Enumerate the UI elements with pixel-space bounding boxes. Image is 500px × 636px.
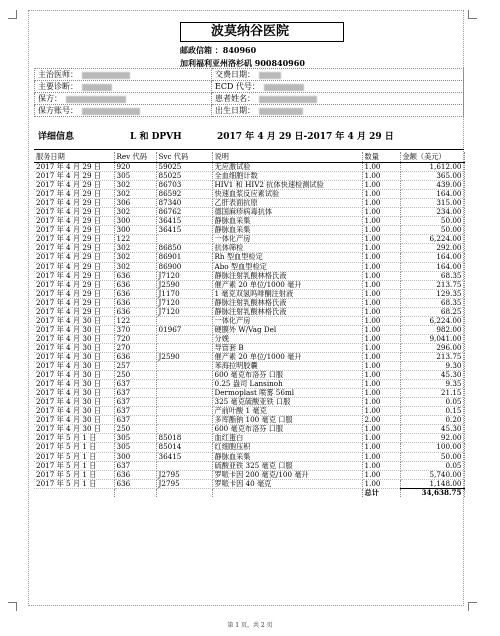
cell-service-date: 2017 年 4 月 29 日 xyxy=(34,271,114,280)
cell-description: 全血细胞计数 xyxy=(212,172,362,181)
cell-amount: 0.05 xyxy=(400,461,464,470)
cell-rev-code: 305 xyxy=(114,172,156,181)
cell-amount: 45.30 xyxy=(400,425,464,434)
cell-rev-code: 636 xyxy=(114,280,156,289)
insurer-account-label: 保方账号： xyxy=(38,106,78,115)
cell-amount: 1,148.00 xyxy=(400,479,464,488)
cell-svc-code: 86900 xyxy=(156,262,212,271)
cell-description: 静脉血采集 xyxy=(212,226,362,235)
cell-rev-code: 300 xyxy=(114,217,156,226)
cell-service-date: 2017 年 4 月 30 日 xyxy=(34,416,114,425)
cell-description: 血红蛋白 xyxy=(212,434,362,443)
cell-svc-code xyxy=(156,389,212,398)
cell-description: 导管套 B xyxy=(212,343,362,352)
cell-service-date: 2017 年 4 月 30 日 xyxy=(34,352,114,361)
cell-quantity: 1.00 xyxy=(362,289,400,298)
cell-svc-code: 01967 xyxy=(156,325,212,334)
cell-svc-code xyxy=(156,407,212,416)
cell-service-date: 2017 年 4 月 29 日 xyxy=(34,190,114,199)
table-row xyxy=(34,362,464,371)
cell-amount: 21.15 xyxy=(400,389,464,398)
cell-amount: 164.00 xyxy=(400,262,464,271)
cell-description: 催产素 20 单位/1000 毫升 xyxy=(212,352,362,361)
table-row xyxy=(34,181,464,190)
cell-description: 静脉注射乳酸林格氏液 xyxy=(212,307,362,316)
cell-amount: 50.00 xyxy=(400,226,464,235)
col-description: 说明 xyxy=(212,152,362,163)
total-row xyxy=(34,488,464,497)
summary-label: 详细信息 xyxy=(38,132,75,142)
redacted-value xyxy=(82,108,140,115)
cell-amount: 9.35 xyxy=(400,380,464,389)
table-row xyxy=(34,199,464,208)
primary-diagnosis-label: 主要诊断： xyxy=(38,82,78,91)
cell-quantity: 1.00 xyxy=(362,235,400,244)
patient-name-label: 患者姓名： xyxy=(215,94,255,103)
table-row xyxy=(34,262,464,271)
cell-service-date: 2017 年 4 月 30 日 xyxy=(34,398,114,407)
cell-svc-code: 36415 xyxy=(156,226,212,235)
table-row xyxy=(34,217,464,226)
cell-rev-code: 636 xyxy=(114,289,156,298)
cell-description: 硬膜外 W/Vag Del xyxy=(212,325,362,334)
cell-description: 1 毫克双氢吗啡酮注射液 xyxy=(212,289,362,298)
table-row xyxy=(34,425,464,434)
cell-rev-code: 306 xyxy=(114,199,156,208)
cell-amount: 164.00 xyxy=(400,190,464,199)
table-header-row xyxy=(34,152,464,163)
cell-service-date: 2017 年 4 月 29 日 xyxy=(34,244,114,253)
cell-description: Abo 型血型检定 xyxy=(212,262,362,271)
cell-rev-code: 300 xyxy=(114,452,156,461)
cell-description: 硫酸亚铁 325 毫克 口服 xyxy=(212,461,362,470)
cell-service-date: 2017 年 4 月 29 日 xyxy=(34,289,114,298)
cell-service-date: 2017 年 4 月 29 日 xyxy=(34,253,114,262)
cell-quantity: 1.00 xyxy=(362,316,400,325)
cell-rev-code: 305 xyxy=(114,443,156,452)
table-row xyxy=(34,307,464,316)
cell-service-date: 2017 年 5 月 1 日 xyxy=(34,443,114,452)
table-row xyxy=(34,334,464,343)
cell-service-date: 2017 年 4 月 29 日 xyxy=(34,181,114,190)
cell-description: 600 毫克布洛芬 口服 xyxy=(212,371,362,380)
cell-service-date: 2017 年 4 月 29 日 xyxy=(34,226,114,235)
cell-quantity: 1.00 xyxy=(362,407,400,416)
cell-quantity: 1.00 xyxy=(362,325,400,334)
cell-svc-code xyxy=(156,235,212,244)
cell-service-date: 2017 年 4 月 29 日 xyxy=(34,163,114,172)
redacted-value xyxy=(259,108,303,115)
cell-description: 一体化产房 xyxy=(212,235,362,244)
cell-quantity: 1.00 xyxy=(362,190,400,199)
cell-service-date: 2017 年 5 月 1 日 xyxy=(34,434,114,443)
cell-description: 静脉血采集 xyxy=(212,217,362,226)
cell-quantity: 1.00 xyxy=(362,208,400,217)
cell-svc-code xyxy=(156,380,212,389)
cell-svc-code: 87340 xyxy=(156,199,212,208)
cell-service-date: 2017 年 5 月 1 日 xyxy=(34,470,114,479)
cell-svc-code: 86703 xyxy=(156,181,212,190)
empty-cell xyxy=(156,488,212,497)
cell-quantity: 1.00 xyxy=(362,298,400,307)
cell-svc-code xyxy=(156,316,212,325)
cell-svc-code xyxy=(156,461,212,470)
cell-service-date: 2017 年 4 月 29 日 xyxy=(34,208,114,217)
cell-quantity: 1.00 xyxy=(362,470,400,479)
cell-amount: 6,224.00 xyxy=(400,316,464,325)
cell-service-date: 2017 年 4 月 29 日 xyxy=(34,172,114,181)
redacted-value xyxy=(259,72,281,79)
cell-amount: 100.00 xyxy=(400,443,464,452)
cell-description: 乙肝表面抗原 xyxy=(212,199,362,208)
cell-amount: 292.00 xyxy=(400,244,464,253)
cell-service-date: 2017 年 4 月 29 日 xyxy=(34,262,114,271)
table-row xyxy=(34,398,464,407)
cell-rev-code: 302 xyxy=(114,262,156,271)
cell-description: 325 毫克硫酸亚铁 口服 xyxy=(212,398,362,407)
table-row xyxy=(34,416,464,425)
empty-cell xyxy=(34,488,114,497)
cell-svc-code: 86901 xyxy=(156,253,212,262)
summary-code: L 和 DPVH xyxy=(130,132,182,142)
cell-svc-code xyxy=(156,416,212,425)
cell-description: 罗哌卡因 200 毫克/100 毫升 xyxy=(212,470,362,479)
table-row xyxy=(34,470,464,479)
cell-rev-code: 920 xyxy=(114,163,156,172)
table-row xyxy=(34,371,464,380)
cell-service-date: 2017 年 4 月 29 日 xyxy=(34,280,114,289)
cell-quantity: 1.00 xyxy=(362,343,400,352)
table-row xyxy=(34,407,464,416)
cell-amount: 68.25 xyxy=(400,307,464,316)
col-rev-code: Rev 代码 xyxy=(114,152,156,163)
cell-description: 多库酯钠 100 毫克 口服 xyxy=(212,416,362,425)
redacted-value xyxy=(264,84,304,91)
cell-rev-code: 720 xyxy=(114,334,156,343)
cell-amount: 92.00 xyxy=(400,434,464,443)
cell-svc-code xyxy=(156,362,212,371)
cell-quantity: 1.00 xyxy=(362,362,400,371)
table-row xyxy=(34,172,464,181)
table-row xyxy=(34,298,464,307)
cell-service-date: 2017 年 4 月 29 日 xyxy=(34,307,114,316)
hospital-name: 波莫纳谷医院 xyxy=(180,22,344,42)
table-row xyxy=(34,280,464,289)
table-row xyxy=(34,443,464,452)
cell-description: 0.25 盎司 Lansinoh xyxy=(212,380,362,389)
cell-amount: 0.05 xyxy=(400,398,464,407)
redacted-value xyxy=(82,84,112,91)
cell-quantity: 1.00 xyxy=(362,172,400,181)
cell-rev-code: 122 xyxy=(114,235,156,244)
cell-quantity: 1.00 xyxy=(362,398,400,407)
cell-rev-code: 637 xyxy=(114,389,156,398)
cell-rev-code: 370 xyxy=(114,325,156,334)
cell-amount: 315.00 xyxy=(400,199,464,208)
cell-description: Dermoplast 喷雾 56ml xyxy=(212,389,362,398)
cell-service-date: 2017 年 4 月 30 日 xyxy=(34,380,114,389)
cell-service-date: 2017 年 4 月 30 日 xyxy=(34,362,114,371)
cell-quantity: 1.00 xyxy=(362,461,400,470)
cell-quantity: 1.00 xyxy=(362,425,400,434)
cell-service-date: 2017 年 4 月 29 日 xyxy=(34,235,114,244)
table-row xyxy=(34,461,464,470)
table-row xyxy=(34,479,464,488)
empty-cell xyxy=(114,488,156,497)
table-row xyxy=(34,226,464,235)
city-line: 加利福利亚州洛杉矶 900840960 xyxy=(180,58,305,68)
cell-rev-code: 250 xyxy=(114,425,156,434)
cell-rev-code: 637 xyxy=(114,407,156,416)
cell-rev-code: 636 xyxy=(114,271,156,280)
cell-svc-code: 86762 xyxy=(156,208,212,217)
table-row xyxy=(34,452,464,461)
cell-quantity: 1.00 xyxy=(362,371,400,380)
cell-quantity: 2.00 xyxy=(362,416,400,425)
cell-quantity: 1.00 xyxy=(362,244,400,253)
cell-service-date: 2017 年 4 月 29 日 xyxy=(34,199,114,208)
attending-physician-label: 主治医师： xyxy=(38,70,78,79)
birth-date-label: 出生日期： xyxy=(215,106,255,115)
cell-amount: 9.30 xyxy=(400,362,464,371)
cell-quantity: 1.00 xyxy=(362,307,400,316)
cell-amount: 365.00 xyxy=(400,172,464,181)
cell-svc-code xyxy=(156,343,212,352)
cell-amount: 50.00 xyxy=(400,452,464,461)
cell-rev-code: 637 xyxy=(114,380,156,389)
cell-svc-code xyxy=(156,398,212,407)
total-amount: 34,638.75 xyxy=(400,488,464,497)
cell-quantity: 1.00 xyxy=(362,434,400,443)
cell-rev-code: 302 xyxy=(114,244,156,253)
cell-svc-code: 36415 xyxy=(156,217,212,226)
charges-table xyxy=(34,152,465,497)
cell-amount: 0.20 xyxy=(400,416,464,425)
insurer-label: 保方： xyxy=(38,94,62,103)
cell-quantity: 1.00 xyxy=(362,389,400,398)
cell-rev-code: 270 xyxy=(114,343,156,352)
redacted-value xyxy=(82,72,130,79)
cell-quantity: 1.00 xyxy=(362,380,400,389)
cell-rev-code: 302 xyxy=(114,181,156,190)
table-row xyxy=(34,325,464,334)
cell-svc-code: J7120 xyxy=(156,271,212,280)
cell-svc-code: J2590 xyxy=(156,280,212,289)
divider xyxy=(34,149,464,150)
cell-description: 600 毫克布洛芬 口服 xyxy=(212,425,362,434)
cell-rev-code: 300 xyxy=(114,226,156,235)
cell-amount: 0.15 xyxy=(400,407,464,416)
total-label: 总计 xyxy=(362,488,400,497)
cell-description: 分娩 xyxy=(212,334,362,343)
patient-info-table xyxy=(34,68,464,117)
cell-svc-code: 86592 xyxy=(156,190,212,199)
table-row xyxy=(34,244,464,253)
col-amount: 金额（美元） xyxy=(400,152,464,163)
cell-description: 苯海拉明胶囊 xyxy=(212,362,362,371)
cell-description: 快速血浆反应素试验 xyxy=(212,190,362,199)
cell-rev-code: 636 xyxy=(114,298,156,307)
col-svc-code: Svc 代码 xyxy=(156,152,212,163)
cell-rev-code: 302 xyxy=(114,208,156,217)
cell-amount: 213.75 xyxy=(400,352,464,361)
cell-service-date: 2017 年 4 月 30 日 xyxy=(34,316,114,325)
address-line: 邮政信箱 ：840960 xyxy=(180,45,257,55)
cell-rev-code: 250 xyxy=(114,371,156,380)
cell-description: 静脉注射乳酸林格氏液 xyxy=(212,271,362,280)
summary-range: 2017 年 4 月 29 日-2017 年 4 月 29 日 xyxy=(217,132,394,142)
cell-rev-code: 302 xyxy=(114,190,156,199)
cell-amount: 164.00 xyxy=(400,253,464,262)
cell-rev-code: 636 xyxy=(114,307,156,316)
cell-service-date: 2017 年 4 月 29 日 xyxy=(34,298,114,307)
table-row xyxy=(34,163,464,172)
cell-service-date: 2017 年 5 月 1 日 xyxy=(34,452,114,461)
cell-quantity: 1.00 xyxy=(362,262,400,271)
col-quantity: 数量 xyxy=(362,152,400,163)
cell-service-date: 2017 年 4 月 30 日 xyxy=(34,334,114,343)
table-row xyxy=(34,389,464,398)
cell-quantity: 1.00 xyxy=(362,479,400,488)
cell-description: HIV1 和 HIV2 抗体快速检测试验 xyxy=(212,181,362,190)
billing-date-label: 交费日期： xyxy=(215,70,255,79)
cell-svc-code: 59025 xyxy=(156,163,212,172)
table-row xyxy=(34,235,464,244)
cell-amount: 129.35 xyxy=(400,289,464,298)
cell-service-date: 2017 年 5 月 1 日 xyxy=(34,479,114,488)
cell-quantity: 1.00 xyxy=(362,280,400,289)
cell-amount: 439.00 xyxy=(400,181,464,190)
cell-quantity: 1.00 xyxy=(362,443,400,452)
cell-rev-code: 305 xyxy=(114,434,156,443)
cell-svc-code: J7120 xyxy=(156,298,212,307)
cell-quantity: 1.00 xyxy=(362,452,400,461)
cell-quantity: 1.00 xyxy=(362,217,400,226)
cell-service-date: 2017 年 4 月 30 日 xyxy=(34,389,114,398)
cell-svc-code xyxy=(156,371,212,380)
table-row xyxy=(34,380,464,389)
cell-service-date: 2017 年 4 月 30 日 xyxy=(34,325,114,334)
cell-description: 催产素 20 单位/1000 毫升 xyxy=(212,280,362,289)
table-row xyxy=(34,289,464,298)
cell-svc-code xyxy=(156,334,212,343)
crop-mark xyxy=(8,10,17,19)
cell-rev-code: 637 xyxy=(114,416,156,425)
cell-quantity: 1.00 xyxy=(362,271,400,280)
cell-service-date: 2017 年 5 月 1 日 xyxy=(34,461,114,470)
cell-rev-code: 257 xyxy=(114,362,156,371)
redacted-value xyxy=(259,96,317,103)
cell-description: 罗哌卡因 40 毫克 xyxy=(212,479,362,488)
cell-amount: 296.00 xyxy=(400,343,464,352)
cell-amount: 45.30 xyxy=(400,371,464,380)
cell-svc-code: J2795 xyxy=(156,470,212,479)
col-service-date: 服务日期 xyxy=(34,152,114,163)
cell-rev-code: 637 xyxy=(114,398,156,407)
cell-svc-code: J2590 xyxy=(156,352,212,361)
cell-description: Rh 型血型检定 xyxy=(212,253,362,262)
cell-amount: 6,224.00 xyxy=(400,235,464,244)
cell-amount: 982.00 xyxy=(400,325,464,334)
cell-rev-code: 636 xyxy=(114,470,156,479)
cell-quantity: 1.00 xyxy=(362,352,400,361)
cell-description: 德国麻疹病毒抗体 xyxy=(212,208,362,217)
cell-description: 静脉注射乳酸林格氏液 xyxy=(212,298,362,307)
cell-quantity: 1.00 xyxy=(362,253,400,262)
crop-mark xyxy=(8,602,17,611)
cell-service-date: 2017 年 4 月 30 日 xyxy=(34,407,114,416)
cell-amount: 1,612.00 xyxy=(400,163,464,172)
cell-quantity: 1.00 xyxy=(362,226,400,235)
redacted-value xyxy=(66,96,126,103)
cell-quantity: 1.00 xyxy=(362,163,400,172)
cell-svc-code: J7120 xyxy=(156,307,212,316)
cell-description: 抗体筛检 xyxy=(212,244,362,253)
cell-svc-code: 85014 xyxy=(156,443,212,452)
cell-description: 产前叶酸 1 毫克 xyxy=(212,407,362,416)
cell-rev-code: 302 xyxy=(114,253,156,262)
cell-rev-code: 637 xyxy=(114,461,156,470)
cell-svc-code: 85025 xyxy=(156,172,212,181)
cell-quantity: 1.00 xyxy=(362,199,400,208)
cell-rev-code: 636 xyxy=(114,352,156,361)
empty-cell xyxy=(212,488,362,497)
cell-amount: 9,041.00 xyxy=(400,334,464,343)
cell-amount: 234.00 xyxy=(400,208,464,217)
cell-rev-code: 122 xyxy=(114,316,156,325)
cell-description: 静脉血采集 xyxy=(212,452,362,461)
table-row xyxy=(34,316,464,325)
cell-amount: 213.75 xyxy=(400,280,464,289)
crop-mark xyxy=(468,10,477,19)
cell-svc-code: 36415 xyxy=(156,452,212,461)
cell-description: 无应激试验 xyxy=(212,163,362,172)
summary-line xyxy=(34,123,464,149)
cell-description: 一体化产房 xyxy=(212,316,362,325)
cell-rev-code: 636 xyxy=(114,479,156,488)
cell-amount: 68.35 xyxy=(400,298,464,307)
table-row xyxy=(34,434,464,443)
table-row xyxy=(34,352,464,361)
cell-description: 红细胞压积 xyxy=(212,443,362,452)
cell-quantity: 1.00 xyxy=(362,181,400,190)
cell-svc-code: J2795 xyxy=(156,479,212,488)
cell-svc-code: J1170 xyxy=(156,289,212,298)
cell-service-date: 2017 年 4 月 30 日 xyxy=(34,425,114,434)
cell-svc-code: 86850 xyxy=(156,244,212,253)
cell-svc-code: 85018 xyxy=(156,434,212,443)
cell-svc-code xyxy=(156,425,212,434)
cell-quantity: 1.00 xyxy=(362,334,400,343)
cell-service-date: 2017 年 4 月 29 日 xyxy=(34,217,114,226)
cell-service-date: 2017 年 4 月 30 日 xyxy=(34,343,114,352)
cell-amount: 5,740.00 xyxy=(400,470,464,479)
cell-amount: 68.35 xyxy=(400,271,464,280)
table-row xyxy=(34,343,464,352)
table-row xyxy=(34,253,464,262)
cell-service-date: 2017 年 4 月 30 日 xyxy=(34,371,114,380)
crop-mark xyxy=(468,602,477,611)
table-row xyxy=(34,271,464,280)
ecd-code-label: ECD 代号： xyxy=(215,82,260,91)
cell-amount: 50.00 xyxy=(400,217,464,226)
table-row xyxy=(34,208,464,217)
table-row xyxy=(34,190,464,199)
page-footer: 第 1 页，共 2 页 xyxy=(227,622,273,629)
